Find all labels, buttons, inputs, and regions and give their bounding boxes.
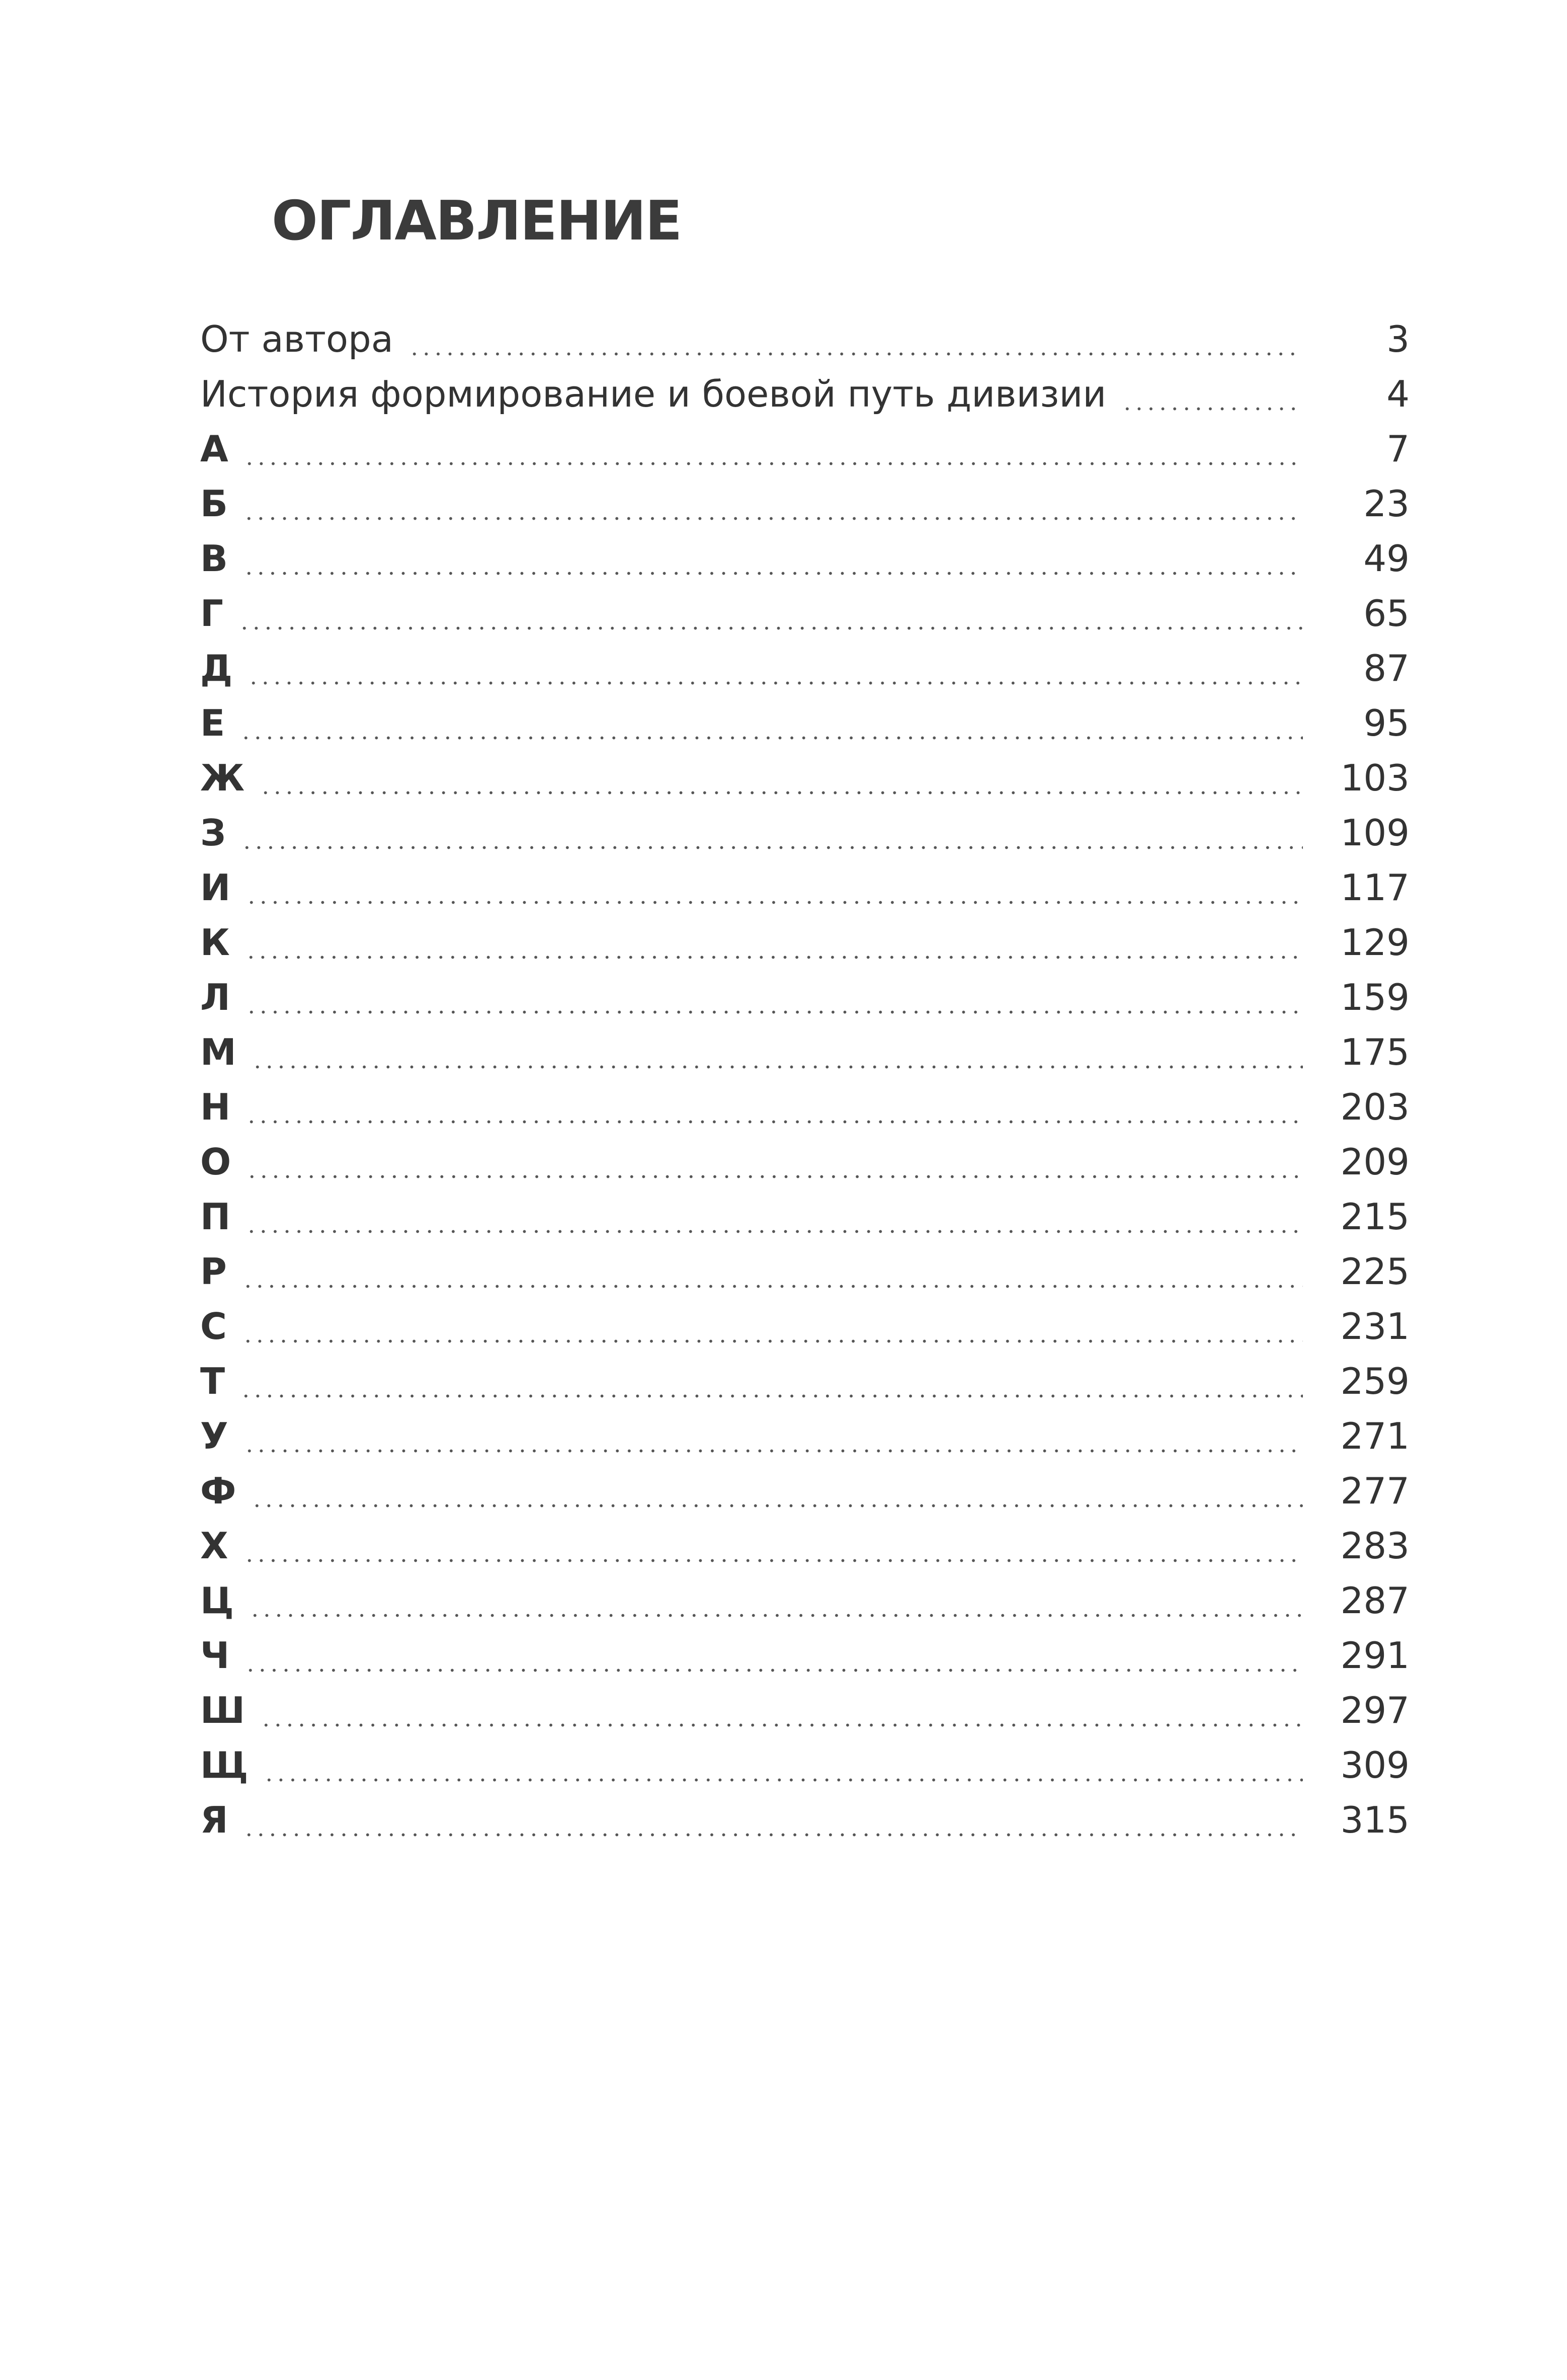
toc-entry: [200, 1080, 1410, 1135]
toc-entry: [200, 915, 1410, 970]
toc-entry-page-number: 315: [1340, 1799, 1410, 1841]
toc-entry-page-number: 4: [1386, 373, 1410, 415]
toc-entry-label: Ц: [200, 1579, 234, 1622]
toc-entry-label: Ч: [200, 1634, 230, 1677]
dot-leader: [242, 1244, 1303, 1299]
toc-entry-page-number: 259: [1340, 1360, 1410, 1402]
toc-entry: [200, 1519, 1410, 1573]
toc-entry: [200, 531, 1410, 586]
toc-entry-label: С: [200, 1305, 227, 1347]
toc-entry-label: И: [200, 866, 231, 909]
toc-entry: [200, 1189, 1410, 1244]
dot-leader: [244, 1628, 1303, 1683]
dot-leader: [260, 1683, 1303, 1738]
dot-leader: [238, 586, 1303, 641]
toc-entry: [200, 586, 1410, 641]
toc-entry-label: Р: [200, 1250, 227, 1293]
dot-leader: [242, 1299, 1303, 1354]
toc-entry-label: К: [200, 921, 230, 964]
toc-entry: [200, 1409, 1410, 1464]
dot-leader: [245, 1189, 1303, 1244]
toc-entry-page-number: 231: [1340, 1305, 1410, 1347]
dot-leader: [263, 1738, 1303, 1793]
toc-entry: [200, 1354, 1410, 1409]
dot-leader: [408, 312, 1303, 367]
toc-entry: [200, 1573, 1410, 1628]
dot-leader: [1121, 367, 1303, 422]
toc-entry-page-number: 87: [1363, 647, 1410, 689]
toc-entry-page-number: 287: [1340, 1579, 1410, 1622]
dot-leader: [251, 1464, 1303, 1519]
toc-entry-page-number: 103: [1340, 757, 1410, 799]
toc-entry-page-number: 117: [1340, 866, 1410, 909]
toc-entry-page-number: 291: [1340, 1634, 1410, 1677]
toc-entry: [200, 641, 1410, 696]
toc-entry: [200, 477, 1410, 531]
toc-entry-label: Г: [200, 592, 223, 634]
dot-leader: [245, 970, 1303, 1025]
toc-entry-label: Е: [200, 702, 225, 744]
dot-leader: [260, 751, 1303, 806]
toc-entry-label: От автора: [200, 318, 393, 360]
toc-entry-page-number: 309: [1340, 1744, 1410, 1786]
toc-entry-page-number: 225: [1340, 1250, 1410, 1293]
toc-entry-page-number: 209: [1340, 1141, 1410, 1183]
toc-entry: [200, 696, 1410, 751]
toc-entry-page-number: 95: [1363, 702, 1410, 744]
toc-entry: [200, 1738, 1410, 1793]
toc-entry-label: П: [200, 1196, 231, 1238]
dot-leader: [245, 860, 1303, 915]
toc-entry-page-number: 283: [1340, 1525, 1410, 1567]
toc-entry-page-number: 271: [1340, 1415, 1410, 1457]
toc-entry: [200, 312, 1410, 367]
toc-entry-label: Т: [200, 1360, 225, 1402]
toc-entry-label: Щ: [200, 1744, 249, 1786]
toc-entry-label: Н: [200, 1086, 231, 1128]
toc-entry: [200, 1025, 1410, 1080]
dot-leader: [243, 422, 1303, 477]
dot-leader: [248, 641, 1303, 696]
toc-entry-label: Я: [200, 1799, 228, 1841]
dot-leader: [240, 1354, 1303, 1409]
toc-entry-label: М: [200, 1031, 236, 1073]
toc-entry-page-number: 3: [1386, 318, 1410, 360]
dot-leader: [243, 477, 1303, 531]
dot-leader: [249, 1573, 1303, 1628]
toc-entry: [200, 751, 1410, 806]
toc-entry-label: История формирование и боевой путь дивизии: [200, 373, 1107, 415]
dot-leader: [246, 1135, 1303, 1189]
toc-entry-page-number: 215: [1340, 1196, 1410, 1238]
toc-entry: [200, 422, 1410, 477]
toc-entry-page-number: 277: [1340, 1470, 1410, 1512]
toc-entry-label: Б: [200, 483, 228, 525]
toc-entry-label: В: [200, 537, 228, 580]
toc-entry-label: З: [200, 812, 226, 854]
toc-entry-label: Х: [200, 1525, 228, 1567]
toc-entry-page-number: 7: [1386, 428, 1410, 470]
dot-leader: [245, 1080, 1303, 1135]
toc-entry: [200, 1135, 1410, 1189]
dot-leader: [243, 531, 1303, 586]
dot-leader: [243, 1793, 1303, 1848]
toc-entry: [200, 1464, 1410, 1519]
dot-leader: [240, 696, 1303, 751]
toc-entry-page-number: 297: [1340, 1689, 1410, 1731]
toc-entry: [200, 860, 1410, 915]
toc-entry: [200, 1244, 1410, 1299]
dot-leader: [252, 1025, 1303, 1080]
toc-entry-page-number: 49: [1363, 537, 1410, 580]
toc-entry: [200, 1628, 1410, 1683]
toc-entry-label: У: [200, 1415, 228, 1457]
toc-entry: [200, 806, 1410, 860]
toc-entry-page-number: 203: [1340, 1086, 1410, 1128]
toc-entry: [200, 367, 1410, 422]
toc-entry-page-number: 109: [1340, 812, 1410, 854]
toc-entry: [200, 1299, 1410, 1354]
dot-leader: [243, 1409, 1303, 1464]
toc-entry-label: Ж: [200, 757, 245, 799]
toc-entry-page-number: 175: [1340, 1031, 1410, 1073]
toc-entry-page-number: 159: [1340, 976, 1410, 1018]
dot-leader: [243, 1519, 1303, 1573]
dot-leader: [245, 915, 1303, 970]
toc-entry-page-number: 129: [1340, 921, 1410, 964]
toc-entry-label: Ш: [200, 1689, 245, 1731]
page-title: ОГЛАВЛЕНИЕ: [272, 190, 682, 253]
toc-entry: [200, 1683, 1410, 1738]
toc-entry-label: О: [200, 1141, 231, 1183]
toc-entry: [200, 970, 1410, 1025]
toc-entry-page-number: 23: [1363, 483, 1410, 525]
toc-entry-page-number: 65: [1363, 592, 1410, 634]
table-of-contents: [200, 312, 1410, 1848]
toc-entry-label: Л: [200, 976, 230, 1018]
toc-entry-label: Д: [200, 647, 233, 689]
toc-entry-label: Ф: [200, 1470, 236, 1512]
toc-entry: [200, 1793, 1410, 1848]
toc-entry-label: А: [200, 428, 228, 470]
dot-leader: [241, 806, 1303, 860]
